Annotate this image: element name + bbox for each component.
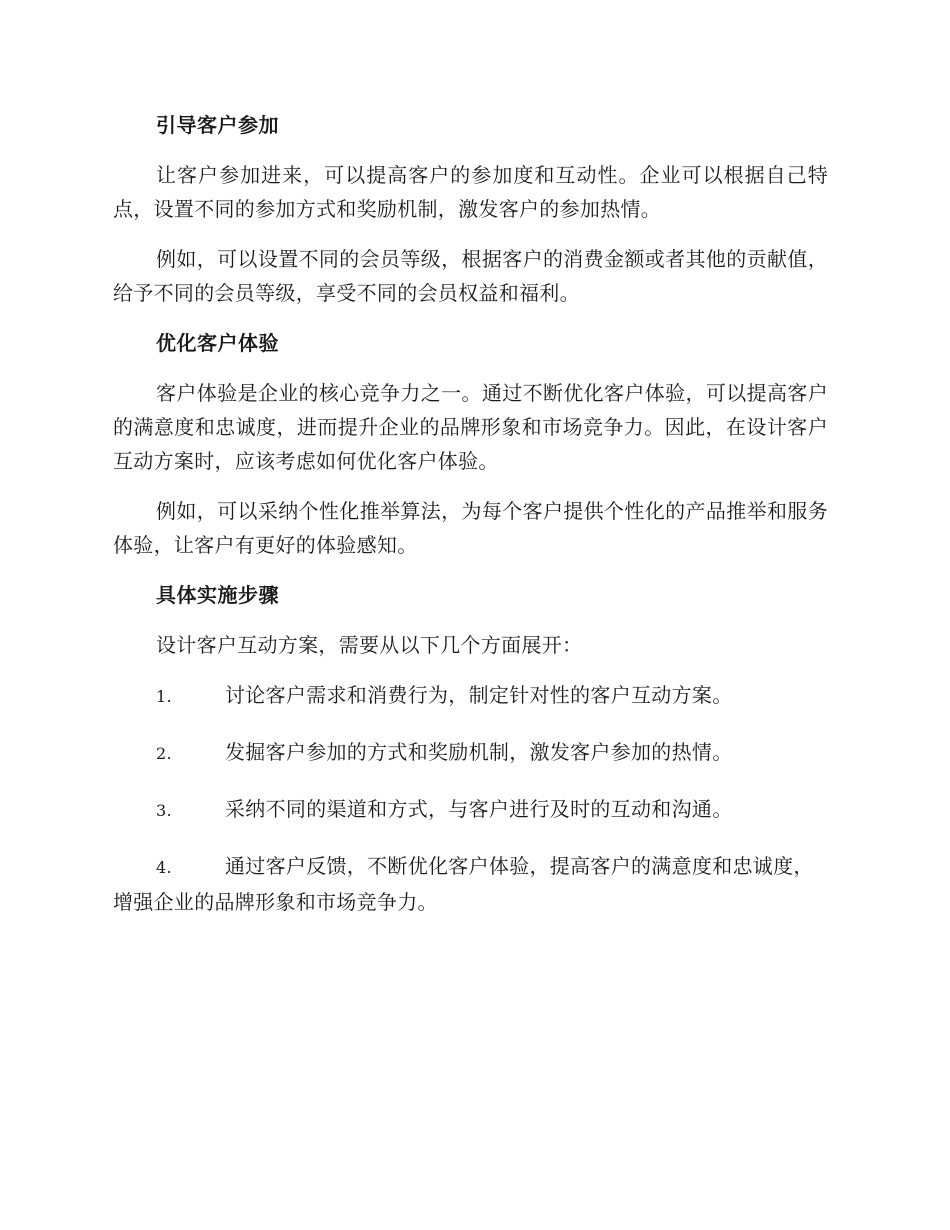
section-heading-engage: 引导客户参加 [156, 113, 279, 137]
list-item-text: 发掘客户参加的方式和奖励机制，激发客户参加的热情。 [225, 740, 733, 764]
paragraph: 例如，可以设置不同的会员等级，根据客户的消费金额或者其他的贡献值，给予不同的会员等级，享受不同的会员权益和福利。 [113, 247, 828, 305]
list-number: 3. [156, 801, 172, 820]
list-number: 2. [156, 744, 172, 763]
steps-list [113, 678, 828, 919]
list-item-text: 采纳不同的渠道和方式，与客户进行及时的互动和沟通。 [225, 797, 733, 821]
section-heading-experience: 优化客户体验 [156, 331, 279, 355]
list-item [113, 792, 828, 828]
list-number: 1. [156, 687, 172, 706]
section-heading-steps: 具体实施步骤 [156, 583, 279, 607]
list-number: 4. [156, 858, 172, 877]
list-item [113, 849, 828, 919]
paragraph: 客户体验是企业的核心竞争力之一。通过不断优化客户体验，可以提高客户的满意度和忠诚度，进而提升企业的品牌形象和市场竞争力。因此，在设计客户互动方案时，应该考虑如何优化客户体验。 [113, 381, 828, 473]
list-item [113, 735, 828, 771]
list-item [113, 678, 828, 714]
list-item-text: 通过客户反馈，不断优化客户体验，提高客户的满意度和忠诚度，增强企业的品牌形象和市场竞争力。 [113, 854, 814, 914]
list-item-text: 讨论客户需求和消费行为，制定针对性的客户互动方案。 [225, 683, 733, 707]
paragraph: 例如，可以采纳个性化推举算法，为每个客户提供个性化的产品推举和服务体验，让客户有更好的体验感知。 [113, 499, 828, 557]
paragraph: 设计客户互动方案，需要从以下几个方面展开： [156, 633, 583, 657]
paragraph: 让客户参加进来，可以提高客户的参加度和互动性。企业可以根据自己特点，设置不同的参加方式和奖励机制，激发客户的参加热情。 [113, 163, 828, 221]
